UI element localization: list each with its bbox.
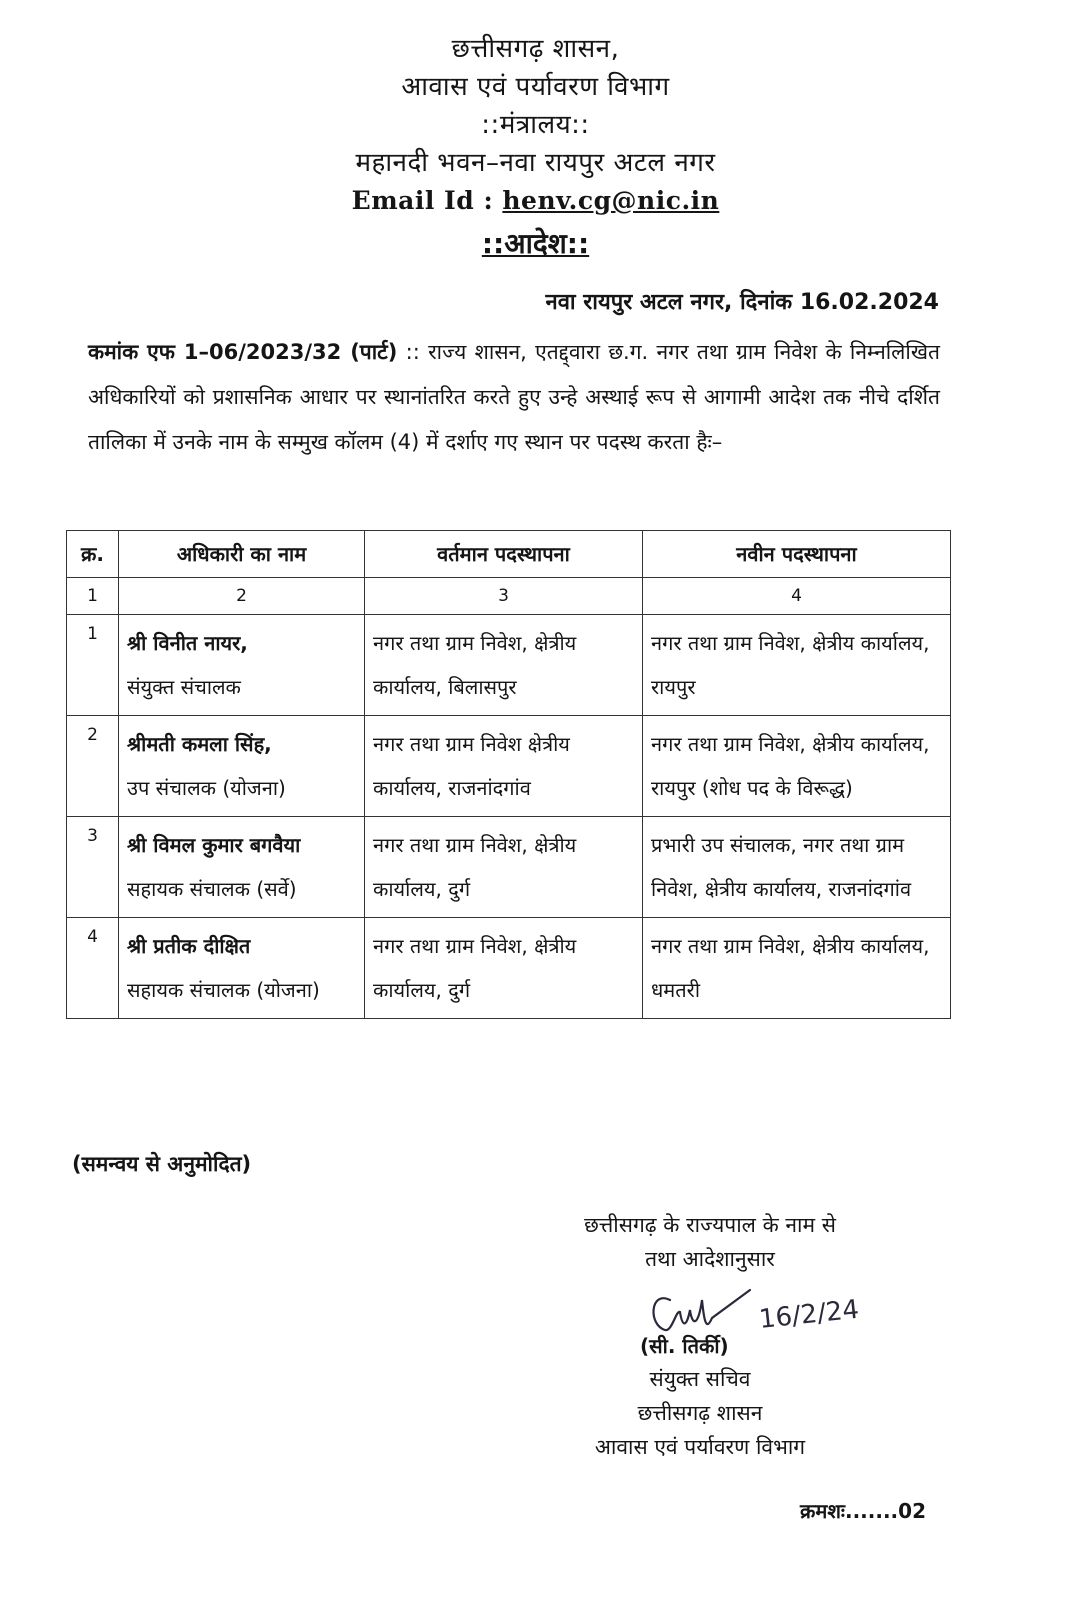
current-posting: नगर तथा ग्राम निवेश, क्षेत्रीय कार्यालय, दुर्ग (365, 817, 643, 918)
signatory-name: (सी. तिर्की) (640, 1334, 729, 1358)
officer-designation: सहायक संचालक (योजना) (127, 978, 320, 1002)
table-row (67, 615, 951, 716)
postings-table (66, 530, 951, 1019)
col-index: 4 (643, 578, 951, 615)
designation-govt: छत्तीसगढ़ शासन (637, 1401, 763, 1425)
officer-cell (119, 918, 365, 1019)
new-posting: नगर तथा ग्राम निवेश, क्षेत्रीय कार्यालय, रायपुर (643, 615, 951, 716)
row-sno: 1 (67, 615, 119, 716)
row-sno: 4 (67, 918, 119, 1019)
officer-name: श्री विनीत नायर, (127, 631, 248, 655)
place-date: नवा रायपुर अटल नगर, दिनांक 16.02.2024 (545, 290, 939, 315)
table-row (67, 716, 951, 817)
ministry-label: ::मंत्रालय:: (481, 110, 590, 140)
col-header-sno: क्र. (67, 531, 119, 578)
department-name: आवास एवं पर्यावरण विभाग (401, 72, 670, 102)
office-address: महानदी भवन–नवा रायपुर अटल नगर (355, 148, 716, 178)
officer-cell (119, 817, 365, 918)
email-line (0, 182, 1071, 220)
col-header-current-posting: वर्तमान पदस्थापना (365, 531, 643, 578)
col-header-new-posting: नवीन पदस्थापना (643, 531, 951, 578)
order-text: :: राज्य शासन, एतद्द्वारा छ.ग. नगर तथा ग्राम निवेश के निम्नलिखित अधिकारियों को प्रशासनिक आधार पर स्थानांतरित करते हुए उन्हे अस्थाई रूप से आगामी आदेश तक नीचे दर्शित तालिका में उनके नाम के सम्मुख कॉलम (4) में दर्शाए गए स्थान पर पदस्थ करता हैः– (88, 340, 940, 454)
new-posting: नगर तथा ग्राम निवेश, क्षेत्रीय कार्यालय, धमतरी (643, 918, 951, 1019)
table-row (67, 918, 951, 1019)
designation-dept: आवास एवं पर्यावरण विभाग (594, 1435, 806, 1459)
order-authority: तथा आदेशानुसार (645, 1247, 775, 1271)
col-header-officer: अधिकारी का नाम (119, 531, 365, 578)
order-number: कमांक एफ 1–06/2023/32 (पार्ट) (88, 340, 398, 364)
col-index: 1 (67, 578, 119, 615)
letterhead (0, 30, 1071, 220)
current-posting: नगर तथा ग्राम निवेश, क्षेत्रीय कार्यालय, दुर्ग (365, 918, 643, 1019)
officer-name: श्री प्रतीक दीक्षित (127, 934, 251, 958)
officer-designation: संयुक्त संचालक (127, 675, 241, 699)
col-index: 2 (119, 578, 365, 615)
column-index-row (67, 578, 951, 615)
current-posting: नगर तथा ग्राम निवेश क्षेत्रीय कार्यालय, राजनांदगांव (365, 716, 643, 817)
email-label: Email Id : (351, 186, 503, 215)
govt-name: छत्तीसगढ़ शासन, (451, 34, 620, 64)
order-body (88, 330, 940, 465)
email-link[interactable]: henv.cg@nic.in (502, 186, 720, 215)
officer-designation: उप संचालक (योजना) (127, 776, 286, 800)
approval-note: (समन्वय से अनुमोदित) (72, 1152, 252, 1176)
current-posting: नगर तथा ग्राम निवेश, क्षेत्रीय कार्यालय, बिलासपुर (365, 615, 643, 716)
officer-designation: सहायक संचालक (सर्वे) (127, 877, 297, 901)
row-sno: 3 (67, 817, 119, 918)
officer-cell (119, 716, 365, 817)
authority-line (540, 1208, 880, 1276)
officer-name: श्रीमती कमला सिंह, (127, 732, 272, 756)
officer-name: श्री विमल कुमार बगवैया (127, 833, 301, 857)
continued-marker: क्रमशः.......02 (800, 1499, 926, 1523)
table-header-row (67, 531, 951, 578)
table-row (67, 817, 951, 918)
new-posting: प्रभारी उप संचालक, नगर तथा ग्राम निवेश, क्षेत्रीय कार्यालय, राजनांदगांव (643, 817, 951, 918)
designation-title: संयुक्त सचिव (649, 1367, 751, 1391)
col-index: 3 (365, 578, 643, 615)
row-sno: 2 (67, 716, 119, 817)
signatory-designation (560, 1362, 840, 1464)
officer-cell (119, 615, 365, 716)
governor-authority: छत्तीसगढ़ के राज्यपाल के नाम से (584, 1213, 836, 1237)
signature-date: 16/2/24 (757, 1294, 861, 1335)
new-posting: नगर तथा ग्राम निवेश, क्षेत्रीय कार्यालय, रायपुर (शोध पद के विरूद्ध) (643, 716, 951, 817)
order-title: ::आदेश:: (481, 227, 590, 260)
